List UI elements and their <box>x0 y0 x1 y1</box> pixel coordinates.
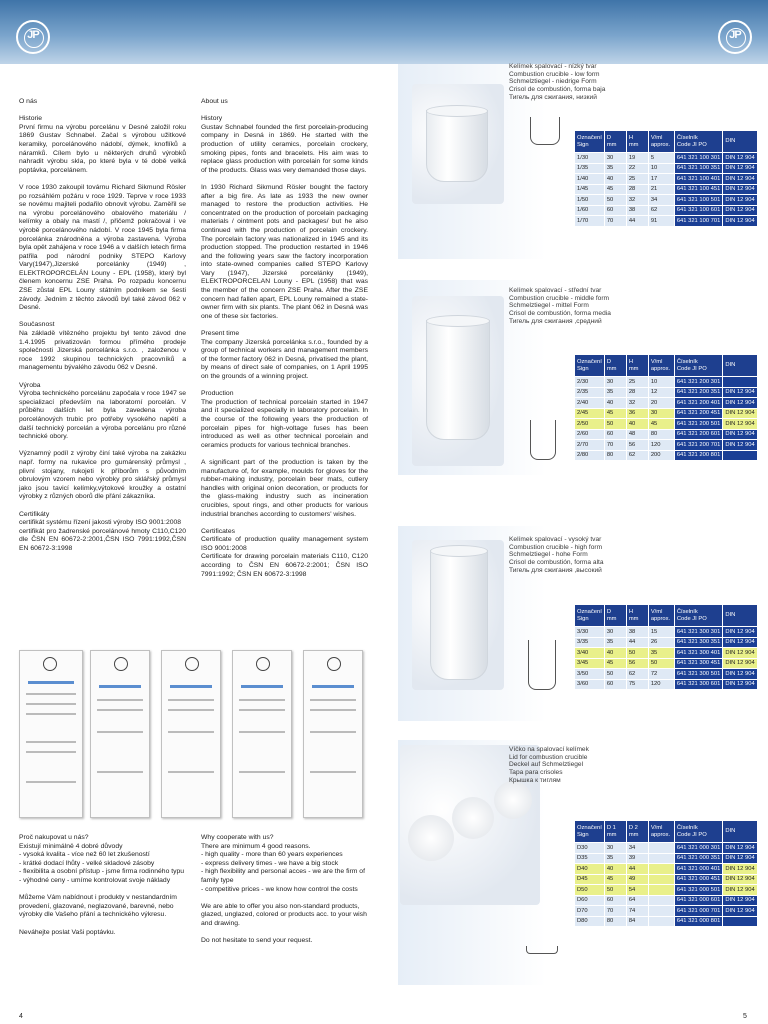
table-cell: 34 <box>648 195 674 206</box>
table-cell: DIN 12 904 <box>723 637 757 648</box>
table-cell: 28 <box>626 387 648 398</box>
why-heading: Proč nakupovat u nás? <box>19 834 89 841</box>
table-cell: 2/80 <box>575 450 605 461</box>
spec-table-low <box>574 130 758 227</box>
table-header-cell: D 1 mm <box>604 821 626 843</box>
certificate-image <box>303 650 363 818</box>
table-cell: DIN 12 904 <box>723 874 757 885</box>
table-cell: 641 321 000 701 <box>674 906 723 917</box>
table-cell: 30 <box>604 843 626 854</box>
table-cell: 641 321 200 301 <box>674 377 723 388</box>
certificates-paragraph: certifikát systému řízení jakosti výroby ISO 9001:2008 certifikát pro žadrenské porcelánové hmoty C110,C120 dle ČSN EN 60672-2:2001,ČSN ISO 7991:1992,ČSN EN 60672-3:1998 <box>19 519 186 552</box>
table-cell: D80 <box>575 916 605 927</box>
table-cell: 2/40 <box>575 398 605 409</box>
table-header-cell: DIN <box>723 355 757 377</box>
table-cell: DIN 12 904 <box>723 885 757 896</box>
table-cell: DIN 12 904 <box>723 669 757 680</box>
table-header-cell: Označení Sign <box>575 821 605 843</box>
table-header-cell: V/ml approx. <box>648 605 674 627</box>
crucible-drawing <box>530 420 556 460</box>
table-cell: D35 <box>575 853 605 864</box>
table-cell: 20 <box>648 398 674 409</box>
table-header-cell: H mm <box>626 605 648 627</box>
table-cell <box>648 864 674 875</box>
crucible-middle-photo <box>412 296 504 466</box>
table-cell: DIN 12 904 <box>723 440 757 451</box>
table-cell: 10 <box>648 377 674 388</box>
table-cell: 28 <box>626 184 648 195</box>
table-cell: DIN 12 904 <box>723 408 757 419</box>
table-cell: 1/60 <box>575 205 605 216</box>
table-cell: 200 <box>648 450 674 461</box>
table-row <box>575 153 758 164</box>
header-band-left <box>0 0 384 64</box>
history-paragraph-en: Gustav Schnabel founded the first porcelain-producing company in Desná in 1869. He started with the production of utility ceramics, porcelain crockery, smoking pipes, fonts and bracelets. His aim was to replace glass production with porcelain for some kinds of the products. Glass was very demanded those days. <box>201 123 368 174</box>
table-cell: 25 <box>626 377 648 388</box>
table-cell: 2/60 <box>575 429 605 440</box>
table-cell <box>648 895 674 906</box>
table-row <box>575 216 758 227</box>
table-cell: 62 <box>626 669 648 680</box>
table-header-cell: Číselník Code JI PO <box>674 131 723 153</box>
history-paragraph-2: V roce 1930 zakoupil továrnu Richard Sikmund Rösler po rozsáhlém požáru v roce 1929. Teprve v roce 1933 se novému majiteli podařilo obnovit výrobu. Zaměřil se na výrobu porcelánového obalového materiálu / kelímky a obaly na mastí /, přičemž pokračoval i ve výrobě porcelánového nádobí. V roce 1945 byla firma porcelánka znárodněna a výroba zastavena. Výroba byla opět zahájena v roce 1946 a v dalších letech firma patřila pod národní podniky STEPO Karlovy Vary(1947),Jizerské porcelánky (1949) , ELEKTROPORCELÁN Louny - EPL (1958), který byl členem koncernu ZSE Praha. Po rozpadu koncernu ZSE zůstal EPL Louny státním podnikem se šesti závody. Jedním z těchto závodů byl také závod 062 v Desné. <box>19 183 186 312</box>
table-cell: 641 321 300 351 <box>674 637 723 648</box>
table-header-cell: H mm <box>626 355 648 377</box>
table-cell <box>648 885 674 896</box>
table-header-cell: V/ml approx. <box>648 131 674 153</box>
table-row <box>575 658 758 669</box>
table-cell: 30 <box>604 377 626 388</box>
table-cell: DIN 12 904 <box>723 216 757 227</box>
table-cell: 26 <box>648 637 674 648</box>
table-cell: 641 321 300 601 <box>674 679 723 690</box>
table-cell: 50 <box>626 648 648 659</box>
history-paragraph-2-en: In 1930 Richard Sikmund Rösler bought the factory after a big fire. As late as 1933 the new owner managed to restore the production activities. He concentrated on the production of porcelain packaging materials / ointment pots and packages/ but he also continued with the production of porcelain crockery. The porcelain factory was nationalized in 1945 and its production stopped. The production restarted in 1946 and the following years saw the factory incorporation into state-owned companies called STEPO Karlovy Vary (1947), Jizerské porcelánky (1949), ELEKTROPORCELAN Louny - EPL (1958) that was the member of the concern ZSE Praha. After the ZSE concern had fallen apart, EPL Louny remained a state-owner firm with six plants. The plant 062 in Desná was one of these six factories. <box>201 183 368 320</box>
production-paragraph-2: Významný podíl z výroby činí také výroba na zakázku např. formy na rukavice pro gumárenský průmysl , plivní stojany, rukojeti k příborům s původním obrulovým vzorem nebo výrobky pro sklářský průmysl jako jsou tavicí kelímky,výtokové kroužky a ostatní výrobky z různých oborů dle přání zákazníka. <box>19 450 186 501</box>
table-cell: 62 <box>626 450 648 461</box>
table-cell: 49 <box>626 874 648 885</box>
table-cell: 56 <box>626 440 648 451</box>
table-cell: 641 321 300 401 <box>674 648 723 659</box>
table-cell: 80 <box>604 450 626 461</box>
table-cell: 40 <box>604 648 626 659</box>
product-name-middle: Kelímek spalovací - střední tvar Combustion crucible - middle form Schmelztiegel - mittel Form Crisol de combustión, forma media Тигель для сжигания ,средний <box>509 287 611 325</box>
table-header-cell: Označení Sign <box>575 131 605 153</box>
why-list: Existují minimálně 4 dobré důvody - vysoká kvalita - více než 60 let zkušeností - krátké dodací lhůty - velké skladové zásoby - flexibilita a osobní přístup - jsme firma rodinného typu - výhodné ceny - umíme kontrolovat svoje náklady <box>19 842 185 884</box>
table-cell: 35 <box>604 853 626 864</box>
table-header-cell: Číselník Code JI PO <box>674 355 723 377</box>
table-header-cell: D mm <box>604 131 626 153</box>
table-row <box>575 398 758 409</box>
table-cell: 1/70 <box>575 216 605 227</box>
history-paragraph: První firmu na výrobu porcelánu v Desné založil roku 1869 Gustav Schnabel. Začal s výrobou užitkové keramiky, porcelánového nádobí, dýmek, knoflíků a náramků. Cílem bylo u některých druhů výrobků nahradit výrobu skla, po které byla v té době velká poptávka, porcelánem. <box>19 123 186 174</box>
table-cell: 60 <box>604 429 626 440</box>
table-cell: 45 <box>604 408 626 419</box>
table-cell: 35 <box>648 648 674 659</box>
table-cell <box>648 843 674 854</box>
table-cell: 35 <box>604 637 626 648</box>
product-name-lid: Víčko na spalovací kelímek Lid for combustion crucible Deckel auf Schmelztiegel Tapa para crisoles Крышка к тиглям <box>509 746 589 784</box>
table-cell: 3/30 <box>575 627 605 638</box>
table-cell: 35 <box>604 387 626 398</box>
table-cell: 3/35 <box>575 637 605 648</box>
company-logo: JP <box>16 20 50 54</box>
table-cell: 641 321 100 501 <box>674 195 723 206</box>
present-paragraph-en: The company Jizerská porcelánka s.r.o., founded by a group of technical workers and management members of the former factory 062 in Desná, privatised the plant, by means of direct sale of companies, on 1 April 1995 on the grounds of a winning project. <box>201 338 368 380</box>
table-cell: 120 <box>648 679 674 690</box>
table-cell: 641 321 100 401 <box>674 174 723 185</box>
section-title-en: About us <box>201 98 228 105</box>
table-cell <box>648 874 674 885</box>
production-paragraph-2-en: A significant part of the production is taken by the manufacture of, for example, moulds for gloves for the rubber-making industry, porcelain beer mats, cutlery handles with original onion decoration, or products for the glass-making industry such as incineration crucibles, spout rings, and other products for various industrial branches according to customers' wishes. <box>201 458 368 518</box>
table-cell: 15 <box>648 627 674 638</box>
table-row <box>575 637 758 648</box>
table-cell: 48 <box>626 429 648 440</box>
table-row <box>575 895 758 906</box>
table-cell: 10 <box>648 163 674 174</box>
lid-drawing <box>526 946 558 954</box>
table-row <box>575 864 758 875</box>
spec-table-lid <box>574 820 758 927</box>
table-cell: 60 <box>604 679 626 690</box>
crucible-drawing <box>530 117 560 145</box>
table-cell: D45 <box>575 874 605 885</box>
table-cell: 32 <box>626 398 648 409</box>
table-cell: 84 <box>626 916 648 927</box>
company-logo-right: JP <box>718 20 752 54</box>
table-header-cell: D mm <box>604 355 626 377</box>
table-cell: 641 321 200 451 <box>674 408 723 419</box>
certificate-image <box>161 650 221 818</box>
table-cell: DIN 12 904 <box>723 895 757 906</box>
table-cell <box>723 377 757 388</box>
table-row <box>575 429 758 440</box>
table-cell: 3/45 <box>575 658 605 669</box>
table-cell <box>648 916 674 927</box>
table-cell: 80 <box>604 916 626 927</box>
table-cell: 54 <box>626 885 648 896</box>
table-cell: D60 <box>575 895 605 906</box>
table-row <box>575 174 758 185</box>
table-row <box>575 377 758 388</box>
certificates-heading: Certifikáty <box>19 510 50 518</box>
table-cell: 45 <box>604 874 626 885</box>
history-heading-en: History <box>201 115 223 123</box>
crucible-low-photo <box>412 84 504 204</box>
table-cell: 72 <box>648 669 674 680</box>
production-paragraph: Výroba technického porcelánu započala v roce 1947 se specializací především na laboratorní porcelán. V průběhu dalších let byla zavedena výroba porcelánových trubic pro potřeby vysokého napětí a další technický porcelán a výroba porcelánu pro různé technické obory. <box>19 390 187 441</box>
table-cell: 62 <box>648 205 674 216</box>
table-cell: 74 <box>626 906 648 917</box>
table-cell: 641 321 200 801 <box>674 450 723 461</box>
table-cell: 641 321 200 401 <box>674 398 723 409</box>
table-cell: 50 <box>604 195 626 206</box>
table-cell: DIN 12 904 <box>723 864 757 875</box>
table-row <box>575 450 758 461</box>
table-header-cell: V/ml approx. <box>648 355 674 377</box>
table-cell: 36 <box>626 408 648 419</box>
table-cell: 40 <box>626 419 648 430</box>
table-header-cell: Číselník Code JI PO <box>674 605 723 627</box>
why-buy-czech <box>19 834 186 946</box>
table-row <box>575 408 758 419</box>
table-row <box>575 205 758 216</box>
table-cell: DIN 12 904 <box>723 153 757 164</box>
table-cell: 44 <box>626 216 648 227</box>
why-paragraph-2-en: Do not hesitate to send your request. <box>201 937 313 945</box>
table-row <box>575 874 758 885</box>
table-cell: 40 <box>604 398 626 409</box>
table-cell: 64 <box>626 895 648 906</box>
table-cell: 641 321 200 701 <box>674 440 723 451</box>
present-paragraph: Na základě vítězného projektu byl tento závod dne 1.4.1995 privatizován formou přímého prodeje společnosti Jizerská porcelánka s.r.o. , založenou v roce 1992 skupinou technických pracovníků a managementu bývalého závodu 062 v Desné. <box>19 330 186 372</box>
table-row <box>575 195 758 206</box>
table-cell: DIN 12 904 <box>723 843 757 854</box>
certificate-image <box>90 650 150 818</box>
table-cell: 39 <box>626 853 648 864</box>
table-row <box>575 679 758 690</box>
crucible-drawing <box>528 640 556 690</box>
table-cell: 3/50 <box>575 669 605 680</box>
table-cell: 641 321 000 351 <box>674 853 723 864</box>
table-cell: 38 <box>626 205 648 216</box>
table-cell: 641 321 000 451 <box>674 874 723 885</box>
table-cell <box>723 916 757 927</box>
table-cell: 40 <box>604 864 626 875</box>
table-row <box>575 387 758 398</box>
table-cell: 1/35 <box>575 163 605 174</box>
table-cell: DIN 12 904 <box>723 398 757 409</box>
production-paragraph-en: The production of technical porcelain started in 1947 and it specialized especially in laboratory porcelain. In the course of the following years the production of porcelain pipes for high-voltage fuses has been introduced as well as other technical porcelain and ceramics products for various technical branches. <box>201 398 368 449</box>
why-list-en: There are minimum 4 good reasons. - high quality - more than 60 years experiences - express delivery times - we have a big stock - high flexibility and personal acces - we are the firm of family type - competitive prices - we know how control the costs <box>201 842 365 893</box>
table-header-cell: Označení Sign <box>575 355 605 377</box>
why-paragraph: Můžeme Vám nabídnout i produkty v nestandardním provedení, glazované, neglazované, barevné, nebo výrobky dle Vašeho přání a technického výkresu. <box>19 894 177 919</box>
table-row <box>575 853 758 864</box>
table-cell: 60 <box>604 895 626 906</box>
table-cell: 50 <box>604 885 626 896</box>
table-cell: 1/30 <box>575 153 605 164</box>
table-cell: 30 <box>648 408 674 419</box>
table-cell: 641 321 100 301 <box>674 153 723 164</box>
table-header-cell: DIN <box>723 605 757 627</box>
header-band-right <box>384 0 768 64</box>
table-cell: DIN 12 904 <box>723 387 757 398</box>
table-cell: 44 <box>626 864 648 875</box>
table-row <box>575 627 758 638</box>
table-cell: 2/45 <box>575 408 605 419</box>
table-header-cell: Číselník Code JI PO <box>674 821 723 843</box>
spec-table-high <box>574 604 758 690</box>
table-cell: 91 <box>648 216 674 227</box>
table-cell: 40 <box>604 174 626 185</box>
table-cell: DIN 12 904 <box>723 184 757 195</box>
table-cell <box>723 450 757 461</box>
table-cell: 641 321 000 301 <box>674 843 723 854</box>
table-cell: 641 321 300 451 <box>674 658 723 669</box>
czech-text-column <box>19 98 186 562</box>
table-cell: 641 321 100 701 <box>674 216 723 227</box>
table-cell: 2/50 <box>575 419 605 430</box>
table-cell: 641 321 000 801 <box>674 916 723 927</box>
table-cell: 75 <box>626 679 648 690</box>
table-cell: 50 <box>648 658 674 669</box>
section-title: O nás <box>19 98 38 105</box>
table-cell: 641 321 000 501 <box>674 885 723 896</box>
table-row <box>575 916 758 927</box>
present-heading-en: Present time <box>201 330 240 338</box>
why-paragraph-2: Neváhejte poslat Vaši poptávku. <box>19 928 116 936</box>
table-header-cell: D 2 mm <box>626 821 648 843</box>
table-cell: 17 <box>648 174 674 185</box>
table-cell: 641 321 200 351 <box>674 387 723 398</box>
table-header-cell: V/ml approx. <box>648 821 674 843</box>
table-cell: 30 <box>604 153 626 164</box>
table-cell: 641 321 100 351 <box>674 163 723 174</box>
table-cell: 50 <box>604 419 626 430</box>
table-cell: 1/45 <box>575 184 605 195</box>
table-cell: 641 321 200 601 <box>674 429 723 440</box>
production-heading: Výroba <box>19 381 41 389</box>
table-row <box>575 440 758 451</box>
table-cell: 45 <box>604 184 626 195</box>
table-cell: DIN 12 904 <box>723 174 757 185</box>
table-cell: 641 321 100 451 <box>674 184 723 195</box>
crucible-high-photo <box>412 540 504 690</box>
table-header-cell: Označení Sign <box>575 605 605 627</box>
table-cell: 1/40 <box>575 174 605 185</box>
table-cell: 21 <box>648 184 674 195</box>
table-header-cell: DIN <box>723 131 757 153</box>
table-cell: 32 <box>626 195 648 206</box>
table-cell: 45 <box>648 419 674 430</box>
certificate-image <box>232 650 292 818</box>
table-cell: 45 <box>604 658 626 669</box>
table-cell: 641 321 100 601 <box>674 205 723 216</box>
table-cell: 120 <box>648 440 674 451</box>
table-cell: 641 321 000 401 <box>674 864 723 875</box>
table-cell: 30 <box>604 627 626 638</box>
table-cell: 44 <box>626 637 648 648</box>
certificates-heading-en: Certificates <box>201 527 235 535</box>
table-row <box>575 843 758 854</box>
table-cell: 35 <box>604 163 626 174</box>
table-row <box>575 184 758 195</box>
table-cell: DIN 12 904 <box>723 195 757 206</box>
table-cell: D40 <box>575 864 605 875</box>
table-cell: 56 <box>626 658 648 669</box>
table-cell: 50 <box>604 669 626 680</box>
table-cell: DIN 12 904 <box>723 853 757 864</box>
table-cell: 25 <box>626 174 648 185</box>
table-cell: 641 321 300 301 <box>674 627 723 638</box>
table-cell: 3/40 <box>575 648 605 659</box>
table-cell: 2/70 <box>575 440 605 451</box>
table-row <box>575 885 758 896</box>
table-cell: DIN 12 904 <box>723 648 757 659</box>
table-header-cell: DIN <box>723 821 757 843</box>
english-text-column <box>201 98 368 588</box>
table-row <box>575 419 758 430</box>
table-cell: 70 <box>604 440 626 451</box>
table-cell: DIN 12 904 <box>723 679 757 690</box>
table-cell: 5 <box>648 153 674 164</box>
table-row <box>575 163 758 174</box>
page-number: 4 <box>19 1013 23 1020</box>
why-buy-english <box>201 834 368 954</box>
production-heading-en: Production <box>201 390 234 398</box>
table-cell: DIN 12 904 <box>723 205 757 216</box>
certificates-paragraph-en: Certificate of production quality management system ISO 9001:2008 Certificate for drawing porcelain materials C110, C120 according to ČSN EN 60672-2:2001; ČSN ISO 7991:1992; ČSN EN 60672-3:1998 <box>201 536 368 578</box>
table-cell: DIN 12 904 <box>723 906 757 917</box>
table-cell: DIN 12 904 <box>723 163 757 174</box>
table-cell: 34 <box>626 843 648 854</box>
table-cell <box>648 853 674 864</box>
certificate-image <box>19 650 83 818</box>
table-header-cell: H mm <box>626 131 648 153</box>
table-cell: 3/60 <box>575 679 605 690</box>
table-cell: D30 <box>575 843 605 854</box>
table-cell: 22 <box>626 163 648 174</box>
spec-table-middle <box>574 354 758 461</box>
table-row <box>575 648 758 659</box>
table-cell: 70 <box>604 906 626 917</box>
table-cell: 1/50 <box>575 195 605 206</box>
table-row <box>575 906 758 917</box>
product-name-low: Kelímek spalovací - nízký tvar Combustion crucible - low form Schmelztiegel - niedrige Form Crisol de combustión, forma baja Тигель для сжигания, низкий <box>509 63 606 101</box>
table-cell: D70 <box>575 906 605 917</box>
why-paragraph-en: We are able to offer you also non-standard products, glazed, unglazed, colored or products acc. to your wish and drawing. <box>201 902 367 927</box>
table-cell: DIN 12 904 <box>723 429 757 440</box>
present-heading: Současnost <box>19 321 55 329</box>
table-cell: 19 <box>626 153 648 164</box>
table-cell: 641 321 200 501 <box>674 419 723 430</box>
page-number-right: 5 <box>743 1013 747 1020</box>
table-cell: 641 321 300 501 <box>674 669 723 680</box>
history-heading: Historie <box>19 115 43 123</box>
table-cell: 80 <box>648 429 674 440</box>
table-cell <box>648 906 674 917</box>
table-cell: 2/35 <box>575 387 605 398</box>
table-cell: 641 321 000 601 <box>674 895 723 906</box>
table-cell: 70 <box>604 216 626 227</box>
table-cell: 38 <box>626 627 648 638</box>
product-name-high: Kelímek spalovací - vysoký tvar Combustion crucible - high form Schmelztiegel - hohe Form Crisol de combustión, forma alta Тигель для сжигания ,высокий <box>509 536 604 574</box>
table-cell: 60 <box>604 205 626 216</box>
table-cell: 12 <box>648 387 674 398</box>
table-cell: 2/30 <box>575 377 605 388</box>
table-cell: DIN 12 904 <box>723 419 757 430</box>
table-cell: DIN 12 904 <box>723 658 757 669</box>
table-cell: DIN 12 904 <box>723 627 757 638</box>
table-cell: D50 <box>575 885 605 896</box>
table-header-cell: D mm <box>604 605 626 627</box>
why-heading-en: Why cooperate with us? <box>201 834 274 841</box>
table-row <box>575 669 758 680</box>
